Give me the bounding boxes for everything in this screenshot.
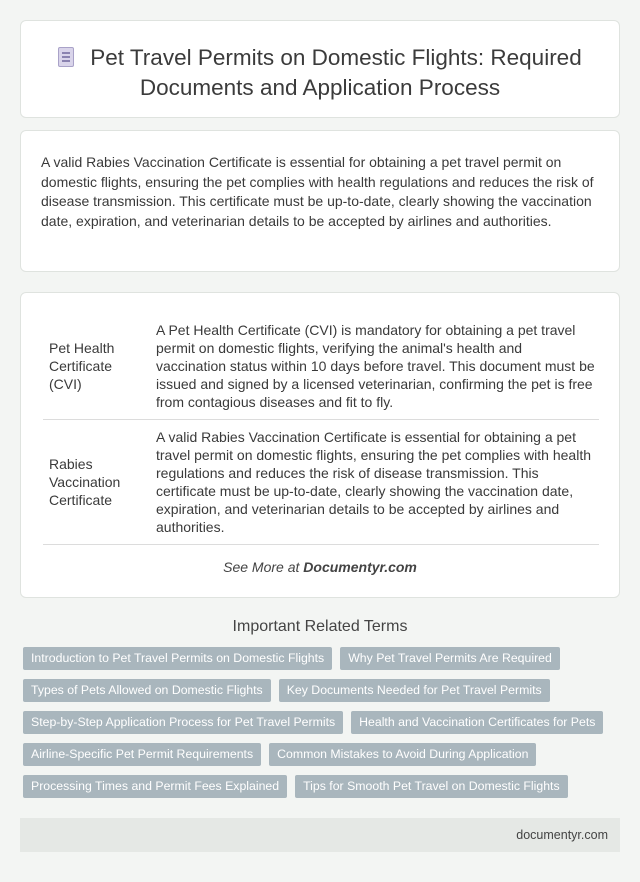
see-more-site[interactable]: Documentyr.com: [303, 559, 417, 575]
table-row: [43, 420, 599, 545]
intro-paragraph: A valid Rabies Vaccination Certificate is essential for obtaining a pet travel permit on domestic flights, ensuring the pet complies with health regulations and reduces the risk of disease transmission. This certificate must be up-to-date, clearly showing the vaccination date, expiration, and veterinarian details to be accepted by airlines and authorities.: [41, 154, 594, 229]
see-more-prefix: See More at: [223, 559, 304, 575]
term-cell: Rabies Vaccination Certificate: [43, 420, 149, 545]
intro-card: [20, 130, 620, 272]
title-card: [20, 20, 620, 118]
related-tags: [20, 647, 620, 798]
related-tag[interactable]: Tips for Smooth Pet Travel on Domestic Flights: [295, 775, 568, 798]
related-tag[interactable]: Key Documents Needed for Pet Travel Permits: [279, 679, 550, 702]
related-tag[interactable]: Common Mistakes to Avoid During Application: [269, 743, 536, 766]
page-title-text: Pet Travel Permits on Domestic Flights: Required Documents and Application Process: [90, 45, 582, 100]
related-terms-section: [20, 618, 620, 798]
related-tag[interactable]: Why Pet Travel Permits Are Required: [340, 647, 560, 670]
page-title: [21, 43, 619, 103]
footer-bar: [20, 818, 620, 852]
documents-table-card: [20, 292, 620, 598]
related-tag[interactable]: Step-by-Step Application Process for Pet Travel Permits: [23, 711, 343, 734]
footer-site-link[interactable]: documentyr.com: [516, 828, 608, 842]
related-terms-heading: Important Related Terms: [232, 618, 408, 635]
table-row: [43, 313, 599, 420]
related-tag[interactable]: Types of Pets Allowed on Domestic Flights: [23, 679, 271, 702]
document-icon: [58, 47, 74, 67]
term-cell: Pet Health Certificate (CVI): [43, 313, 149, 420]
related-tag[interactable]: Health and Vaccination Certificates for Pets: [351, 711, 603, 734]
related-tag[interactable]: Processing Times and Permit Fees Explained: [23, 775, 287, 798]
description-cell: A Pet Health Certificate (CVI) is mandatory for obtaining a pet travel permit on domestic flights, verifying the animal's health and vaccination status within 10 days before travel. This document must be issued and signed by a licensed veterinarian, confirming the pet is free from contagious diseases and fit to fly.: [149, 313, 599, 420]
documents-table: [43, 313, 599, 545]
related-tag[interactable]: Introduction to Pet Travel Permits on Domestic Flights: [23, 647, 332, 670]
description-cell: A valid Rabies Vaccination Certificate is essential for obtaining a pet travel permit on domestic flights, ensuring the pet complies with health regulations and reduces the risk of disease transmission. This certificate must be up-to-date, clearly showing the vaccination date, expiration, and veterinarian details to be accepted by airlines and authorities.: [149, 420, 599, 545]
see-more-link[interactable]: [21, 559, 619, 575]
related-tag[interactable]: Airline-Specific Pet Permit Requirements: [23, 743, 261, 766]
